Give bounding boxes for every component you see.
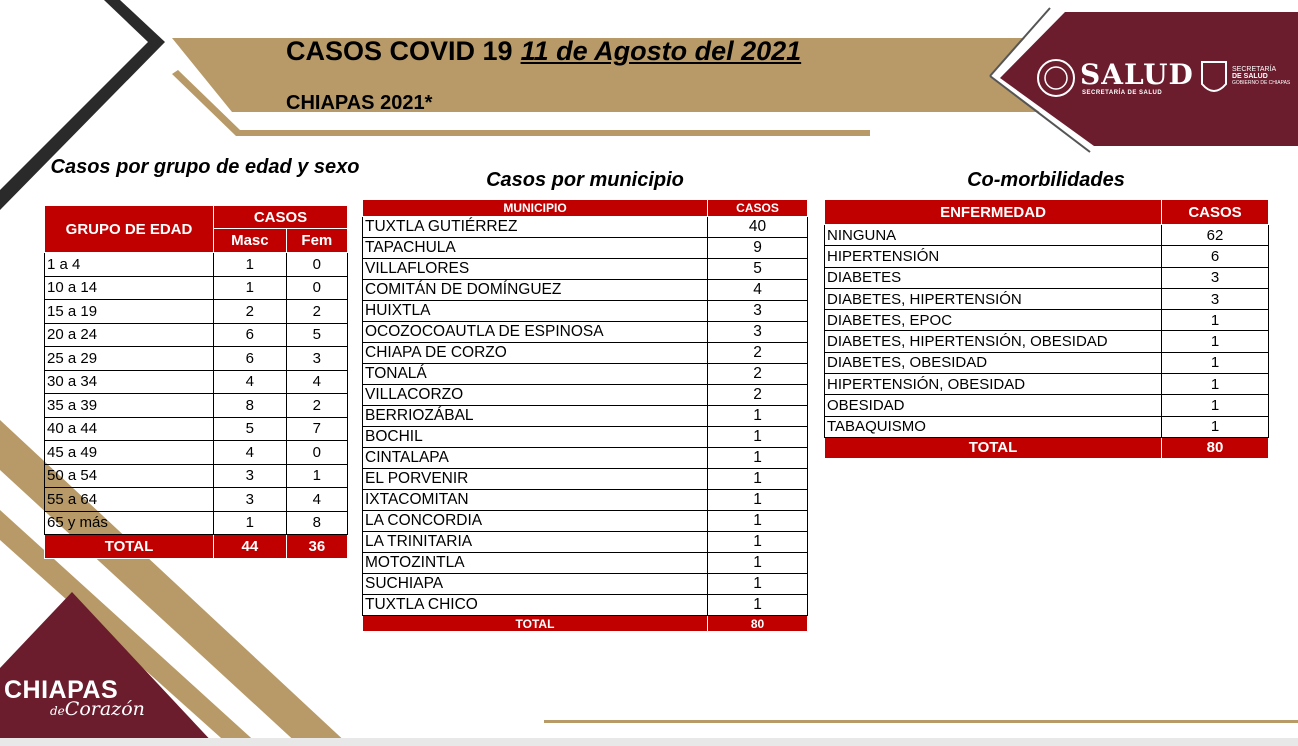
mun-total: 80 [708,616,808,632]
enfermedad-cell: DIABETES, HIPERTENSIÓN, OBESIDAD [825,331,1162,352]
municipio-table-body [363,217,808,616]
age-group-cell: 45 a 49 [45,441,214,465]
table-row [45,253,348,277]
table-row [45,276,348,300]
secretaria-line-1: SECRETARÍA [1232,66,1277,73]
table-row [363,385,808,406]
cases-cell: 1 [708,511,808,532]
age-total-masc: 44 [214,535,287,559]
mun-header-municipio: MUNICIPIO [363,200,708,217]
table-row [363,595,808,616]
enfermedad-cell: NINGUNA [825,225,1162,246]
age-group-cell: 55 a 64 [45,488,214,512]
chiapas-logo-sub [50,698,145,720]
table-row [825,374,1269,395]
masc-cell: 1 [214,511,287,535]
age-group-cell: 10 a 14 [45,276,214,300]
cases-cell: 40 [708,217,808,238]
fem-cell: 4 [286,370,347,394]
enfermedad-cell: DIABETES, EPOC [825,310,1162,331]
cases-cell: 2 [708,343,808,364]
cases-cell: 1 [708,448,808,469]
enfermedad-cell: HIPERTENSIÓN [825,246,1162,267]
cases-cell: 1 [708,490,808,511]
municipio-table [362,199,808,632]
table-row [825,225,1269,246]
age-group-cell: 35 a 39 [45,394,214,418]
table-row [363,448,808,469]
table-row [825,331,1269,352]
fem-cell: 8 [286,511,347,535]
cases-cell: 1 [708,427,808,448]
cases-cell: 3 [708,301,808,322]
fem-cell: 7 [286,417,347,441]
municipio-cell: TONALÁ [363,364,708,385]
masc-cell: 3 [214,464,287,488]
age-header-group: GRUPO DE EDAD [45,206,214,253]
age-header-casos: CASOS [214,206,348,229]
salud-logo-sub: SECRETARÍA DE SALUD [1082,90,1163,96]
table-row [825,246,1269,267]
cases-cell: 1 [708,469,808,490]
age-table-body [45,253,348,535]
masc-cell: 2 [214,300,287,324]
com-header-enfermedad: ENFERMEDAD [825,200,1162,225]
age-total-label: TOTAL [45,535,214,559]
fem-cell: 0 [286,441,347,465]
municipio-cell: TUXTLA GUTIÉRREZ [363,217,708,238]
secretaria-line-3: GOBIERNO DE CHIAPAS [1232,80,1291,86]
comorbidity-table-title: Co-morbilidades [967,169,1125,191]
table-row [363,469,808,490]
title-text: CASOS COVID 19 [286,36,513,66]
mun-total-label: TOTAL [363,616,708,632]
table-row [45,300,348,324]
municipio-cell: CHIAPA DE CORZO [363,343,708,364]
cases-cell: 1 [1162,374,1269,395]
table-row [363,574,808,595]
enfermedad-cell: HIPERTENSIÓN, OBESIDAD [825,374,1162,395]
enfermedad-cell: DIABETES [825,267,1162,288]
table-row [363,217,808,238]
table-row [363,301,808,322]
cases-cell: 2 [708,385,808,406]
chiapas-logo: CHIAPAS [4,676,119,704]
table-row [825,416,1269,437]
cases-cell: 1 [708,406,808,427]
cases-cell: 9 [708,238,808,259]
cases-cell: 1 [1162,352,1269,373]
cases-cell: 6 [1162,246,1269,267]
age-table-title: Casos por grupo de edad y sexo [50,156,360,178]
municipio-cell: CINTALAPA [363,448,708,469]
table-row [363,490,808,511]
municipio-cell: MOTOZINTLA [363,553,708,574]
enfermedad-cell: OBESIDAD [825,395,1162,416]
masc-cell: 5 [214,417,287,441]
masc-cell: 6 [214,323,287,347]
table-row [825,395,1269,416]
cases-cell: 1 [1162,331,1269,352]
municipio-cell: TUXTLA CHICO [363,595,708,616]
masc-cell: 1 [214,276,287,300]
table-row [825,352,1269,373]
age-total-fem: 36 [286,535,347,559]
salud-logo: SALUD [1080,58,1194,91]
table-row [45,511,348,535]
table-row [825,310,1269,331]
chiapas-corazon: Corazón [64,698,145,720]
table-row [363,427,808,448]
fem-cell: 4 [286,488,347,512]
cases-cell: 1 [1162,416,1269,437]
table-row [45,441,348,465]
age-header-fem: Fem [286,229,347,253]
secretaria-line-2: DE SALUD [1232,73,1268,80]
age-group-cell: 15 a 19 [45,300,214,324]
fem-cell: 1 [286,464,347,488]
fem-cell: 2 [286,300,347,324]
title-date: 11 de Agosto del 2021 [520,36,802,66]
fem-cell: 5 [286,323,347,347]
table-row [363,553,808,574]
municipio-cell: VILLACORZO [363,385,708,406]
com-header-casos: CASOS [1162,200,1269,225]
age-group-cell: 25 a 29 [45,347,214,371]
cases-cell: 3 [1162,288,1269,309]
table-row [363,406,808,427]
masc-cell: 4 [214,441,287,465]
municipio-cell: IXTACOMITAN [363,490,708,511]
table-row [45,394,348,418]
comorbidity-table [824,199,1269,459]
table-row [363,343,808,364]
cases-cell: 2 [708,364,808,385]
municipio-cell: COMITÁN DE DOMÍNGUEZ [363,280,708,301]
age-group-cell: 20 a 24 [45,323,214,347]
masc-cell: 8 [214,394,287,418]
table-row [363,238,808,259]
fem-cell: 0 [286,276,347,300]
masc-cell: 4 [214,370,287,394]
com-total: 80 [1162,437,1269,458]
municipio-cell: VILLAFLORES [363,259,708,280]
chiapas-de: de [50,704,65,718]
table-row [363,511,808,532]
municipio-cell: TAPACHULA [363,238,708,259]
masc-cell: 3 [214,488,287,512]
municipio-cell: SUCHIAPA [363,574,708,595]
table-row [363,532,808,553]
cases-cell: 3 [1162,267,1269,288]
municipio-table-title: Casos por municipio [486,169,684,191]
fem-cell: 3 [286,347,347,371]
cases-cell: 4 [708,280,808,301]
municipio-cell: LA CONCORDIA [363,511,708,532]
table-row [45,347,348,371]
enfermedad-cell: DIABETES, HIPERTENSIÓN [825,288,1162,309]
cases-cell: 3 [708,322,808,343]
table-row [45,370,348,394]
table-row [45,323,348,347]
age-group-cell: 50 a 54 [45,464,214,488]
cases-cell: 1 [708,553,808,574]
enfermedad-cell: DIABETES, OBESIDAD [825,352,1162,373]
cases-cell: 1 [708,595,808,616]
table-row [825,288,1269,309]
municipio-cell: BERRIOZÁBAL [363,406,708,427]
com-total-label: TOTAL [825,437,1162,458]
table-row [45,488,348,512]
table-row [45,464,348,488]
page-title [286,36,801,67]
age-header-masc: Masc [214,229,287,253]
age-group-cell: 1 a 4 [45,253,214,277]
table-row [363,280,808,301]
cases-cell: 1 [708,532,808,553]
table-row [363,364,808,385]
cases-cell: 1 [708,574,808,595]
cases-cell: 1 [1162,395,1269,416]
municipio-cell: HUIXTLA [363,301,708,322]
municipio-cell: BOCHIL [363,427,708,448]
cases-cell: 5 [708,259,808,280]
age-group-cell: 65 y más [45,511,214,535]
page-subtitle: CHIAPAS 2021* [286,92,433,114]
municipio-cell: LA TRINITARIA [363,532,708,553]
masc-cell: 6 [214,347,287,371]
age-group-cell: 30 a 34 [45,370,214,394]
table-row [363,259,808,280]
mun-header-casos: CASOS [708,200,808,217]
age-table [44,205,348,559]
comorbidity-table-body [825,225,1269,438]
table-row [45,417,348,441]
fem-cell: 2 [286,394,347,418]
municipio-cell: EL PORVENIR [363,469,708,490]
cases-cell: 62 [1162,225,1269,246]
table-row [825,267,1269,288]
masc-cell: 1 [214,253,287,277]
cases-cell: 1 [1162,310,1269,331]
enfermedad-cell: TABAQUISMO [825,416,1162,437]
table-row [363,322,808,343]
municipio-cell: OCOZOCOAUTLA DE ESPINOSA [363,322,708,343]
fem-cell: 0 [286,253,347,277]
secretaria-logo [1232,66,1290,87]
age-group-cell: 40 a 44 [45,417,214,441]
